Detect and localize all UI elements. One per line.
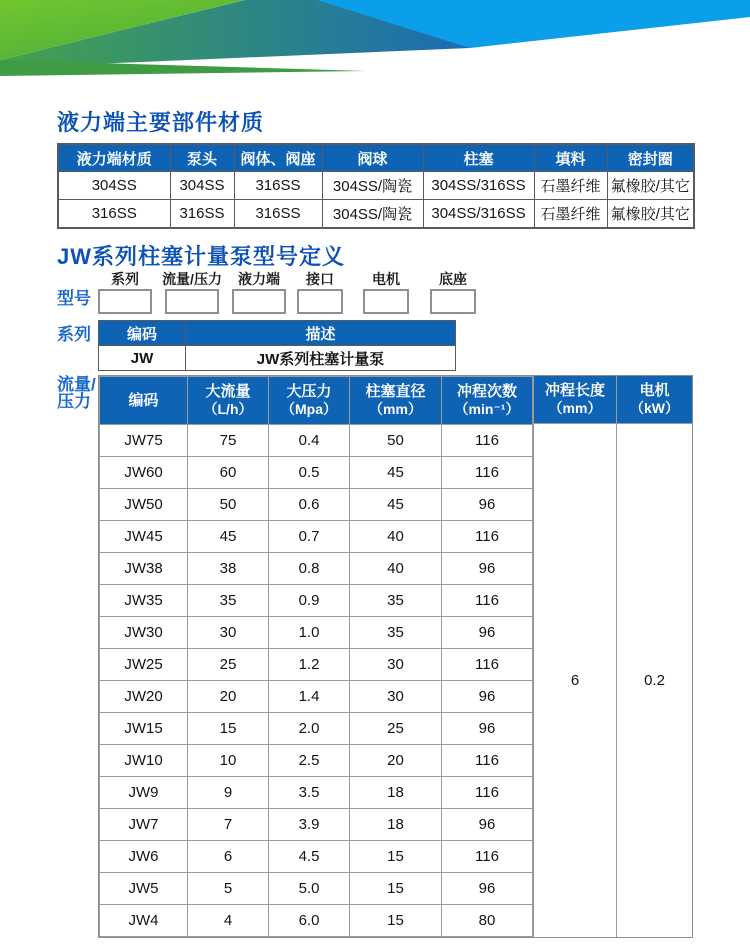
materials-cell: 304SS/陶瓷 <box>322 172 423 200</box>
model-slot-liquid-end <box>234 271 284 314</box>
cell-stroke-rate: 96 <box>442 713 533 745</box>
header-label: 柱塞直径 <box>365 383 426 400</box>
model-slot-label: 流量/压力 <box>162 271 222 287</box>
cell-maxpressure: 2.5 <box>269 745 350 777</box>
model-label: 型号 <box>57 289 91 308</box>
cell-maxflow: 9 <box>188 777 269 809</box>
cell-maxpressure: 0.7 <box>269 521 350 553</box>
cell-maxpressure: 5.0 <box>269 873 350 905</box>
cell-maxpressure: 1.2 <box>269 649 350 681</box>
materials-cell: 氟橡胶/其它 <box>607 172 694 200</box>
cell-plunger-diameter: 45 <box>350 457 442 489</box>
model-slot-box <box>232 289 286 314</box>
cell-maxflow: 4 <box>188 905 269 937</box>
flow-pressure-table <box>98 375 693 938</box>
series-desc-cell: JW系列柱塞计量泵 <box>186 346 456 371</box>
flow-header-maxflow <box>188 377 269 425</box>
cell-code: JW60 <box>100 457 188 489</box>
cell-maxpressure: 0.5 <box>269 457 350 489</box>
flow-pressure-label-line1: 流量/ <box>57 375 96 394</box>
flow-header-plunger-diameter <box>350 377 442 425</box>
motor-merged-cell: 0.2 <box>644 672 665 689</box>
materials-header-cell: 密封圈 <box>607 144 694 172</box>
cell-stroke-rate: 80 <box>442 905 533 937</box>
flow-table-row <box>100 521 533 553</box>
flow-table-row <box>100 553 533 585</box>
dark-green-strip <box>0 60 365 76</box>
flow-pressure-main-columns <box>99 376 533 937</box>
flow-table-row <box>100 841 533 873</box>
cell-maxflow: 25 <box>188 649 269 681</box>
cell-plunger-diameter: 35 <box>350 617 442 649</box>
cell-plunger-diameter: 15 <box>350 905 442 937</box>
cell-code: JW7 <box>100 809 188 841</box>
flow-table-row <box>100 617 533 649</box>
cell-maxpressure: 6.0 <box>269 905 350 937</box>
materials-header-row <box>58 144 694 172</box>
flow-table-row <box>100 681 533 713</box>
materials-cell: 316SS <box>234 200 322 229</box>
flow-header-motor <box>617 376 692 424</box>
cell-plunger-diameter: 15 <box>350 841 442 873</box>
cell-plunger-diameter: 40 <box>350 521 442 553</box>
model-slot-flow-pressure <box>162 271 222 314</box>
model-slot-motor <box>365 271 407 314</box>
materials-header-cell: 柱塞 <box>423 144 534 172</box>
flow-table-row <box>100 873 533 905</box>
materials-cell: 316SS <box>170 200 234 229</box>
cell-maxpressure: 1.4 <box>269 681 350 713</box>
cell-stroke-rate: 96 <box>442 873 533 905</box>
cell-stroke-rate: 116 <box>442 745 533 777</box>
materials-row-304ss <box>58 172 694 200</box>
stroke-length-merged-cell: 6 <box>570 672 580 689</box>
series-header-row <box>99 321 456 346</box>
cell-maxflow: 30 <box>188 617 269 649</box>
cell-plunger-diameter: 50 <box>350 425 442 457</box>
model-slot-box <box>297 289 343 314</box>
flow-table-row <box>100 777 533 809</box>
cell-code: JW4 <box>100 905 188 937</box>
cell-code: JW25 <box>100 649 188 681</box>
cell-code: JW5 <box>100 873 188 905</box>
cell-plunger-diameter: 35 <box>350 585 442 617</box>
cell-maxflow: 10 <box>188 745 269 777</box>
header-unit: （kW） <box>630 400 679 416</box>
cell-plunger-diameter: 30 <box>350 649 442 681</box>
flow-table-row <box>100 809 533 841</box>
materials-header-cell: 液力端材质 <box>58 144 170 172</box>
materials-header-cell: 填料 <box>534 144 607 172</box>
cell-stroke-rate: 116 <box>442 841 533 873</box>
flow-pressure-label <box>57 376 96 410</box>
cell-stroke-rate: 116 <box>442 649 533 681</box>
cell-stroke-rate: 96 <box>442 681 533 713</box>
flow-table-row <box>100 585 533 617</box>
flow-header-stroke-rate <box>442 377 533 425</box>
cell-code: JW30 <box>100 617 188 649</box>
model-slot-box <box>430 289 476 314</box>
cell-stroke-rate: 116 <box>442 521 533 553</box>
cell-stroke-rate: 116 <box>442 777 533 809</box>
header-unit: （min⁻¹） <box>454 401 520 417</box>
cell-plunger-diameter: 18 <box>350 809 442 841</box>
model-slot-box <box>98 289 152 314</box>
materials-cell: 304SS <box>170 172 234 200</box>
flow-table-row <box>100 649 533 681</box>
materials-cell: 304SS <box>58 172 170 200</box>
motor-column <box>616 376 692 937</box>
cell-plunger-diameter: 45 <box>350 489 442 521</box>
cell-code: JW20 <box>100 681 188 713</box>
flow-table-row <box>100 457 533 489</box>
cell-plunger-diameter: 15 <box>350 873 442 905</box>
model-definition-title: JW系列柱塞计量泵型号定义 <box>57 244 346 269</box>
flow-table-row <box>100 713 533 745</box>
header-unit: （Mpa） <box>281 401 337 417</box>
flow-header-row <box>100 377 533 425</box>
cell-code: JW45 <box>100 521 188 553</box>
cell-code: JW6 <box>100 841 188 873</box>
header-unit: （L/h） <box>203 401 253 417</box>
materials-row-316ss <box>58 200 694 229</box>
cell-maxflow: 38 <box>188 553 269 585</box>
header-label: 冲程次数 <box>456 383 517 400</box>
cell-maxflow: 6 <box>188 841 269 873</box>
cell-maxflow: 20 <box>188 681 269 713</box>
header-label: 编码 <box>128 391 159 409</box>
series-label: 系列 <box>57 325 91 344</box>
materials-cell: 304SS/316SS <box>423 172 534 200</box>
cell-plunger-diameter: 40 <box>350 553 442 585</box>
cell-code: JW75 <box>100 425 188 457</box>
cell-code: JW15 <box>100 713 188 745</box>
model-slot-base <box>432 271 474 314</box>
cell-maxflow: 35 <box>188 585 269 617</box>
cell-stroke-rate: 116 <box>442 457 533 489</box>
model-slot-label: 系列 <box>111 271 139 287</box>
materials-cell: 304SS/陶瓷 <box>322 200 423 229</box>
model-slot-label: 底座 <box>439 271 467 287</box>
header-label: 大压力 <box>286 383 332 400</box>
flow-table-row <box>100 905 533 937</box>
materials-cell: 氟橡胶/其它 <box>607 200 694 229</box>
materials-cell: 316SS <box>58 200 170 229</box>
header-label: 冲程长度 <box>544 382 605 399</box>
cell-maxflow: 50 <box>188 489 269 521</box>
page-header-graphic <box>0 0 750 85</box>
series-header-code: 编码 <box>99 321 186 346</box>
flow-table-body <box>100 425 533 937</box>
cell-stroke-rate: 96 <box>442 553 533 585</box>
cell-maxflow: 60 <box>188 457 269 489</box>
cell-stroke-rate: 116 <box>442 425 533 457</box>
cell-plunger-diameter: 20 <box>350 745 442 777</box>
materials-header-cell: 泵头 <box>170 144 234 172</box>
cell-code: JW35 <box>100 585 188 617</box>
flow-header-code <box>100 377 188 425</box>
materials-table <box>57 143 695 229</box>
header-label: 电机 <box>639 382 670 399</box>
cell-maxpressure: 2.0 <box>269 713 350 745</box>
model-slot-label: 电机 <box>372 271 400 287</box>
cell-code: JW10 <box>100 745 188 777</box>
flow-header-maxpressure <box>269 377 350 425</box>
model-slot-box <box>165 289 219 314</box>
model-slot-series <box>100 271 150 314</box>
flow-table-row <box>100 745 533 777</box>
cell-code: JW9 <box>100 777 188 809</box>
cell-maxpressure: 3.9 <box>269 809 350 841</box>
cell-stroke-rate: 116 <box>442 585 533 617</box>
series-code-cell: JW <box>99 346 186 371</box>
cell-maxpressure: 0.9 <box>269 585 350 617</box>
flow-header-stroke-length <box>534 376 616 424</box>
cell-maxflow: 75 <box>188 425 269 457</box>
cell-maxpressure: 4.5 <box>269 841 350 873</box>
cell-stroke-rate: 96 <box>442 489 533 521</box>
series-header-desc: 描述 <box>186 321 456 346</box>
flow-table-row <box>100 425 533 457</box>
cell-maxflow: 7 <box>188 809 269 841</box>
materials-header-cell: 阀球 <box>322 144 423 172</box>
cell-maxpressure: 0.4 <box>269 425 350 457</box>
materials-header-cell: 阀体、阀座 <box>234 144 322 172</box>
materials-cell: 316SS <box>234 172 322 200</box>
series-table <box>98 320 456 371</box>
flow-table-row <box>100 489 533 521</box>
cell-plunger-diameter: 18 <box>350 777 442 809</box>
cell-stroke-rate: 96 <box>442 617 533 649</box>
header-unit: （mm） <box>548 400 602 416</box>
flow-pressure-label-line2: 压力 <box>57 392 91 411</box>
model-slot-interface <box>299 271 341 314</box>
cell-maxflow: 45 <box>188 521 269 553</box>
cell-plunger-diameter: 25 <box>350 713 442 745</box>
cell-maxflow: 5 <box>188 873 269 905</box>
materials-cell: 石墨纤维 <box>534 172 607 200</box>
cell-maxflow: 15 <box>188 713 269 745</box>
materials-cell: 304SS/316SS <box>423 200 534 229</box>
stroke-length-column <box>533 376 616 937</box>
cell-maxpressure: 1.0 <box>269 617 350 649</box>
materials-cell: 石墨纤维 <box>534 200 607 229</box>
cell-code: JW50 <box>100 489 188 521</box>
cell-code: JW38 <box>100 553 188 585</box>
series-data-row <box>99 346 456 371</box>
cell-maxpressure: 0.8 <box>269 553 350 585</box>
cell-stroke-rate: 96 <box>442 809 533 841</box>
header-label: 大流量 <box>205 383 251 400</box>
cell-plunger-diameter: 30 <box>350 681 442 713</box>
model-slot-label: 接口 <box>306 271 334 287</box>
model-slot-box <box>363 289 409 314</box>
cell-maxpressure: 0.6 <box>269 489 350 521</box>
header-unit: （mm） <box>369 401 422 417</box>
cell-maxpressure: 3.5 <box>269 777 350 809</box>
model-slot-label: 液力端 <box>238 271 280 287</box>
materials-title: 液力端主要部件材质 <box>57 110 265 135</box>
